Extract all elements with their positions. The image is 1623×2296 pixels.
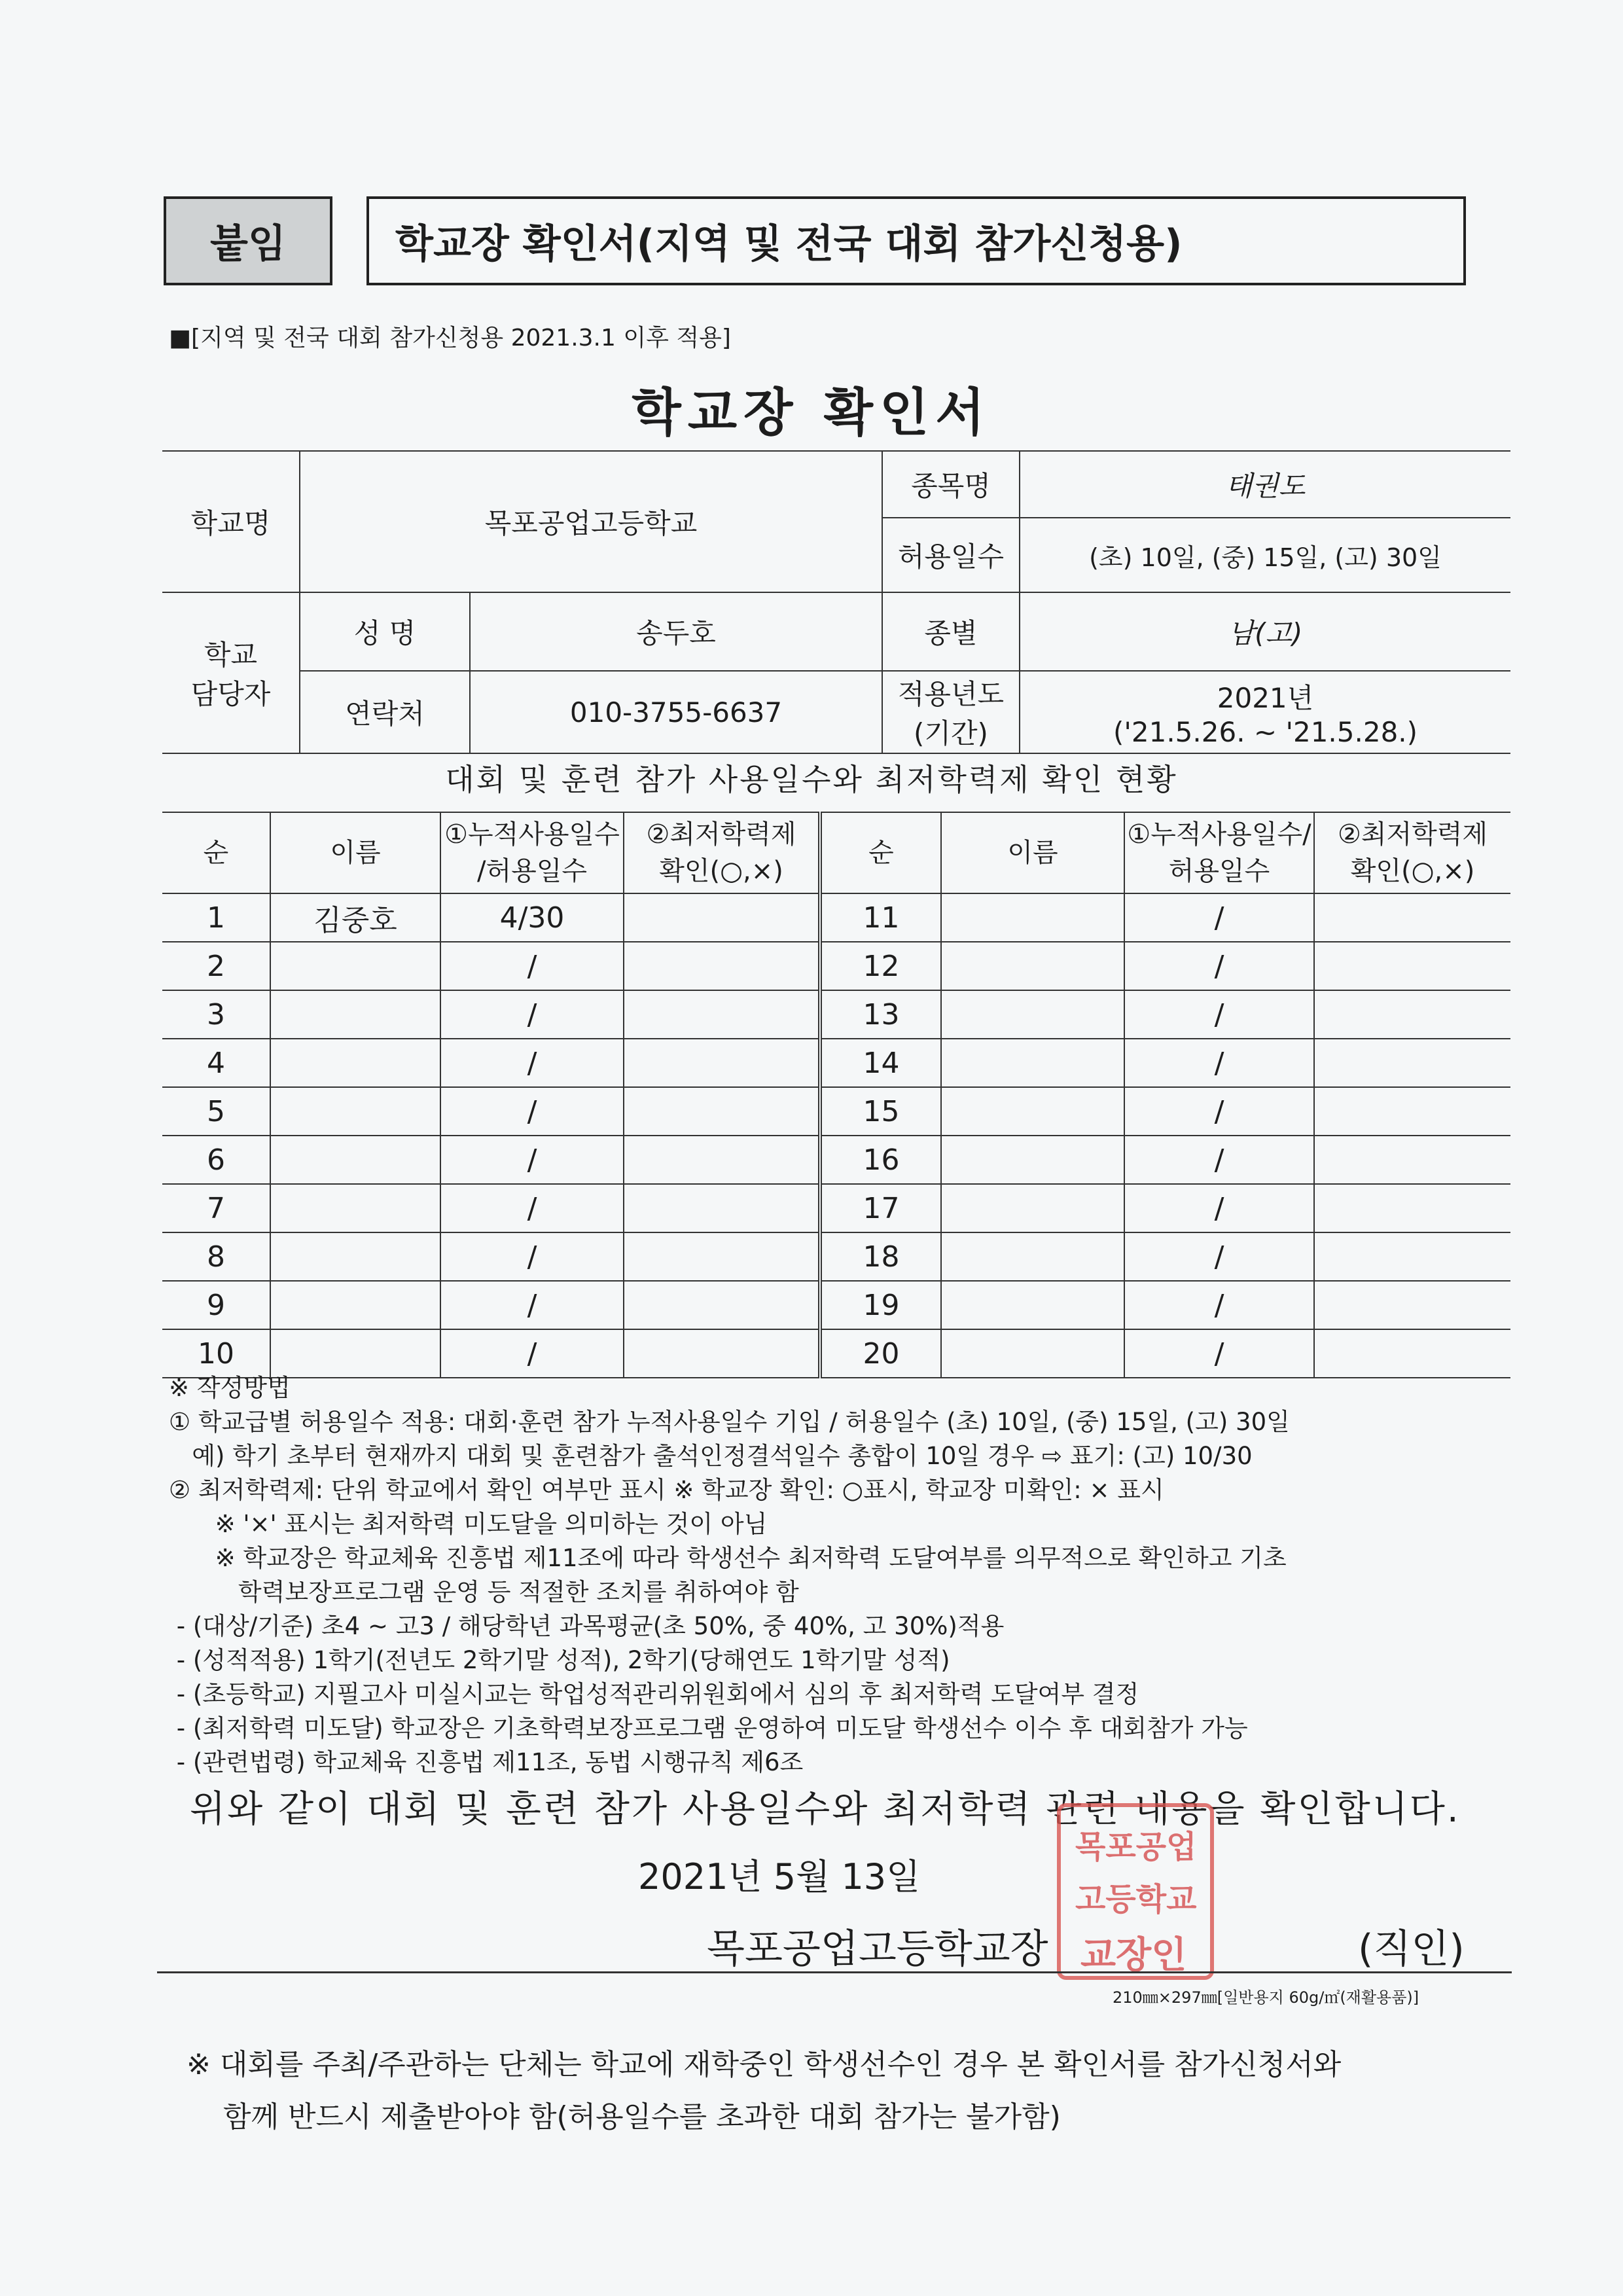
attachment-label: 붙임 <box>164 196 332 285</box>
row-no-2: 11 <box>820 893 941 942</box>
table-row <box>162 1039 1510 1087</box>
row-check <box>624 1184 820 1232</box>
row-days: / <box>440 1329 624 1378</box>
col-header-days-line2: /허용일수 <box>476 856 588 886</box>
row-name-2 <box>941 1232 1124 1281</box>
row-days-2: / <box>1124 1087 1314 1136</box>
col-header-days-2-line2: 허용일수 <box>1168 856 1270 886</box>
row-check-2 <box>1314 1087 1510 1136</box>
row-no: 8 <box>162 1232 270 1281</box>
applicability-note: ■[지역 및 전국 대회 참가신청용 2021.3.1 이후 적용] <box>169 325 731 351</box>
row-name <box>270 1087 440 1136</box>
status-title: 대회 및 훈련 참가 사용일수와 최저학력제 확인 현황 <box>445 762 1178 797</box>
allowed-days-label: 허용일수 <box>882 518 1020 592</box>
instruction-line: - (대상/기준) 초4 ~ 고3 / 해당학년 과목평균(초 50%, 중 40%, 고 30%)적용 <box>169 1612 1005 1640</box>
table-row <box>162 893 1510 942</box>
row-no: 1 <box>162 893 270 942</box>
row-days: / <box>440 990 624 1039</box>
row-no-2: 13 <box>820 990 941 1039</box>
footer-line: 함께 반드시 제출받아야 함(허용일수를 초과한 대회 참가는 불가함) <box>187 2100 1061 2134</box>
staff-label-line1: 학교 <box>204 639 258 671</box>
row-check <box>624 1232 820 1281</box>
divider <box>157 1971 1512 1973</box>
table-row <box>162 942 1510 990</box>
col-header-check-2 <box>1314 812 1510 893</box>
table-row <box>162 1329 1510 1378</box>
row-name <box>270 990 440 1039</box>
row-name-2 <box>941 893 1124 942</box>
instruction-line: - (초등학교) 지필고사 미실시교는 학업성적관리위원회에서 심의 후 최저학력 도달여부 결정 <box>169 1680 1139 1708</box>
instruction-line: 예) 학기 초부터 현재까지 대회 및 훈련참가 출석인정결석일수 총합이 10일 경우 ⇨ 표기: (고) 10/30 <box>169 1442 1253 1470</box>
row-days: / <box>440 942 624 990</box>
official-seal-stamp <box>1057 1803 1214 1980</box>
row-days: / <box>440 1136 624 1184</box>
allowed-days-value: (초) 10일, (중) 15일, (고) 30일 <box>1020 518 1510 592</box>
table-row <box>162 990 1510 1039</box>
row-no-2: 12 <box>820 942 941 990</box>
stamp-line-1: 목포공업 <box>1075 1829 1197 1865</box>
stamp-line-3: 교장인 <box>1080 1934 1187 1977</box>
period-label-line2: (기간) <box>914 717 988 749</box>
instruction-line: - (최저학력 미도달) 학교장은 기초학력보장프로그램 운영하여 미도달 학생선수 이수 후 대회참가 가능 <box>169 1714 1248 1742</box>
staff-label-line2: 담당자 <box>190 678 271 710</box>
writing-instructions <box>169 1371 1537 1780</box>
row-days-2: / <box>1124 1184 1314 1232</box>
row-days-2: / <box>1124 893 1314 942</box>
seal-label: (직인) <box>1358 1926 1465 1972</box>
period-year: 2021년 <box>1217 681 1314 714</box>
staff-name: 송두호 <box>470 592 882 671</box>
row-days-2: / <box>1124 990 1314 1039</box>
period-label <box>882 671 1020 753</box>
row-name <box>270 942 440 990</box>
row-no: 2 <box>162 942 270 990</box>
row-no-2: 19 <box>820 1281 941 1329</box>
table-row <box>162 1184 1510 1232</box>
period-label-line1: 적용년도 <box>897 678 1005 710</box>
instruction-line: ① 학교급별 허용일수 적용: 대회·훈련 참가 누적사용일수 기입 / 허용일수 (초) 10일, (중) 15일, (고) 30일 <box>169 1408 1290 1436</box>
row-check-2 <box>1314 1039 1510 1087</box>
row-days: / <box>440 1184 624 1232</box>
row-name-2 <box>941 1281 1124 1329</box>
row-name <box>270 1329 440 1378</box>
instruction-line: - (관련법령) 학교체육 진흥법 제11조, 동법 시행규칙 제6조 <box>169 1748 804 1776</box>
row-no: 9 <box>162 1281 270 1329</box>
row-name-2 <box>941 1039 1124 1087</box>
row-name-2 <box>941 1087 1124 1136</box>
gender-label: 종별 <box>882 592 1020 671</box>
col-header-days-line1: ①누적사용일수 <box>444 819 620 850</box>
row-no-2: 20 <box>820 1329 941 1378</box>
col-header-check <box>624 812 820 893</box>
row-days-2: / <box>1124 1281 1314 1329</box>
row-no-2: 14 <box>820 1039 941 1087</box>
row-name: 김중호 <box>270 893 440 942</box>
document-type-title: 학교장 확인서(지역 및 전국 대회 참가신청용) <box>366 196 1466 285</box>
instruction-line: 학력보장프로그램 운영 등 적절한 조치를 취하여야 함 <box>169 1578 799 1606</box>
row-check <box>624 1087 820 1136</box>
col-header-check-2-line2: 확인(○,×) <box>1350 856 1475 886</box>
footer-note <box>187 2039 1341 2144</box>
row-days: / <box>440 1232 624 1281</box>
issue-date: 2021년 5월 13일 <box>638 1856 921 1897</box>
col-header-check-line1: ②최저학력제 <box>646 819 796 850</box>
col-header-days <box>440 812 624 893</box>
col-header-check-line2: 확인(○,×) <box>659 856 783 886</box>
instruction-line: - (성적적용) 1학기(전년도 2학기말 성적), 2학기(당해연도 1학기말 성적) <box>169 1646 950 1674</box>
staff-label <box>162 592 300 753</box>
row-days: / <box>440 1281 624 1329</box>
row-check <box>624 990 820 1039</box>
confirmation-statement: 위와 같이 대회 및 훈련 참가 사용일수와 최저학력 관련 내용을 확인합니다. <box>190 1788 1461 1831</box>
col-header-check-2-line1: ②최저학력제 <box>1337 819 1488 850</box>
table-row <box>162 1087 1510 1136</box>
row-check <box>624 1039 820 1087</box>
col-header-name-2: 이름 <box>941 812 1124 893</box>
row-no: 7 <box>162 1184 270 1232</box>
row-check <box>624 942 820 990</box>
row-days-2: / <box>1124 1039 1314 1087</box>
row-name <box>270 1281 440 1329</box>
row-check-2 <box>1314 893 1510 942</box>
row-name-2 <box>941 1329 1124 1378</box>
instruction-line: ※ 작성방법 <box>169 1374 291 1402</box>
contact-label: 연락처 <box>300 671 470 753</box>
row-check-2 <box>1314 1329 1510 1378</box>
table-header-row <box>162 812 1510 893</box>
row-no: 3 <box>162 990 270 1039</box>
principal-signature: 목포공업고등학교장 <box>707 1926 1048 1972</box>
row-no-2: 18 <box>820 1232 941 1281</box>
row-name-2 <box>941 942 1124 990</box>
gender-value: 남(고) <box>1020 592 1510 671</box>
instruction-line: ※ '×' 표시는 최저학력 미도달을 의미하는 것이 아님 <box>169 1510 768 1538</box>
row-no: 10 <box>162 1329 270 1378</box>
col-header-days-2-line1: ①누적사용일수/ <box>1127 819 1311 850</box>
row-check-2 <box>1314 1281 1510 1329</box>
row-check-2 <box>1314 1136 1510 1184</box>
col-header-no-2: 순 <box>820 812 941 893</box>
info-table <box>162 450 1510 754</box>
stamp-line-2: 고등학교 <box>1075 1881 1197 1918</box>
row-name-2 <box>941 1184 1124 1232</box>
period-range: ('21.5.26. ~ '21.5.28.) <box>1113 715 1418 748</box>
row-days-2: / <box>1124 1136 1314 1184</box>
row-name-2 <box>941 1136 1124 1184</box>
row-check-2 <box>1314 942 1510 990</box>
row-name <box>270 1184 440 1232</box>
instruction-line: ※ 학교장은 학교체육 진흥법 제11조에 따라 학생선수 최저학력 도달여부를 의무적으로 확인하고 기초 <box>169 1544 1287 1572</box>
row-check-2 <box>1314 1232 1510 1281</box>
row-check-2 <box>1314 990 1510 1039</box>
page-title: 학교장 확인서 <box>632 384 991 442</box>
school-name: 목포공업고등학교 <box>300 451 882 592</box>
table-row <box>162 1136 1510 1184</box>
row-name <box>270 1232 440 1281</box>
table-row <box>162 1281 1510 1329</box>
row-no: 6 <box>162 1136 270 1184</box>
row-name <box>270 1136 440 1184</box>
row-no: 4 <box>162 1039 270 1087</box>
row-name-2 <box>941 990 1124 1039</box>
row-no-2: 17 <box>820 1184 941 1232</box>
row-check <box>624 1281 820 1329</box>
col-header-days-2 <box>1124 812 1314 893</box>
school-name-label: 학교명 <box>162 451 300 592</box>
col-header-name: 이름 <box>270 812 440 893</box>
row-days-2: / <box>1124 942 1314 990</box>
row-days: / <box>440 1039 624 1087</box>
row-check <box>624 1329 820 1378</box>
row-no: 5 <box>162 1087 270 1136</box>
period-value <box>1020 671 1510 753</box>
sport-label: 종목명 <box>882 451 1020 518</box>
contact-value: 010-3755-6637 <box>470 671 882 753</box>
row-no-2: 15 <box>820 1087 941 1136</box>
row-name <box>270 1039 440 1087</box>
row-days-2: / <box>1124 1329 1314 1378</box>
row-days-2: / <box>1124 1232 1314 1281</box>
row-check <box>624 893 820 942</box>
name-label: 성 명 <box>300 592 470 671</box>
row-check <box>624 1136 820 1184</box>
paper-spec: 210㎜×297㎜[일반용지 60g/㎡(재활용품)] <box>1113 1988 1419 2007</box>
row-days: 4/30 <box>440 893 624 942</box>
row-check-2 <box>1314 1184 1510 1232</box>
row-no-2: 16 <box>820 1136 941 1184</box>
col-header-no: 순 <box>162 812 270 893</box>
footer-line: ※ 대회를 주최/주관하는 단체는 학교에 재학중인 학생선수인 경우 본 확인서를 참가신청서와 <box>187 2048 1342 2081</box>
row-days: / <box>440 1087 624 1136</box>
status-table <box>162 812 1510 1378</box>
table-row <box>162 1232 1510 1281</box>
instruction-line: ② 최저학력제: 단위 학교에서 확인 여부만 표시 ※ 학교장 확인: ○표시, 학교장 미확인: × 표시 <box>169 1476 1164 1504</box>
sport-value: 태권도 <box>1020 451 1510 518</box>
